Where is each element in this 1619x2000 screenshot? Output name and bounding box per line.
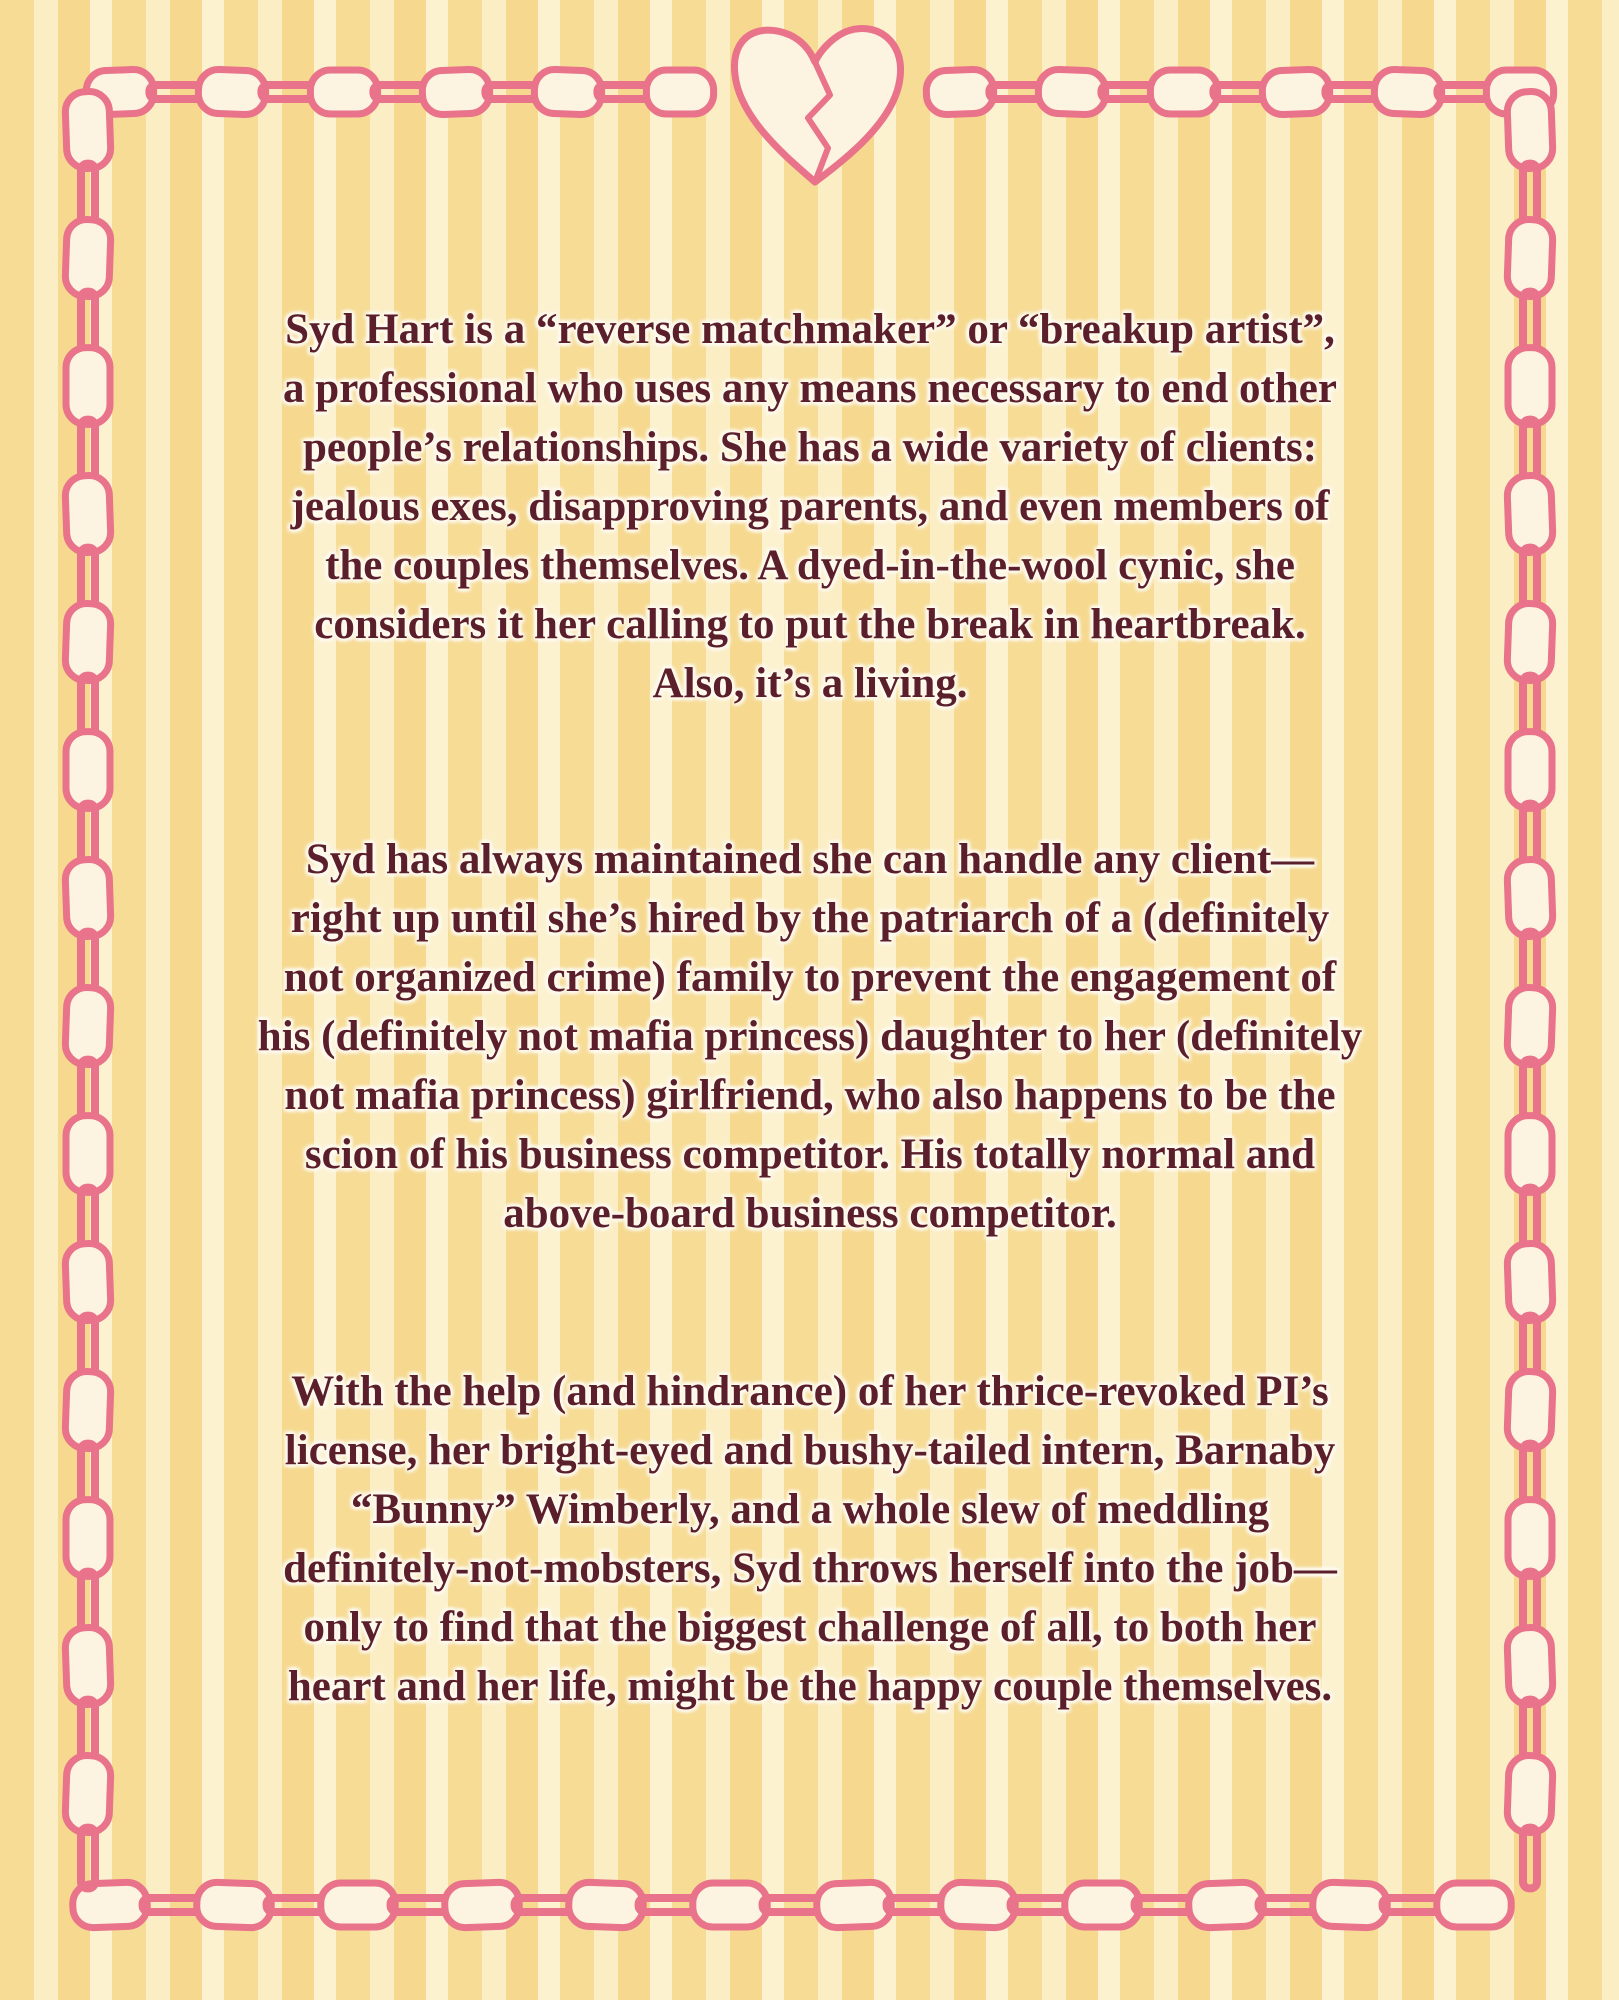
chain-link <box>1262 69 1331 115</box>
chain-link <box>1523 548 1537 609</box>
chain-link <box>1507 475 1554 553</box>
chain-link <box>65 219 112 297</box>
chain-link <box>926 69 995 115</box>
chain-link <box>81 420 95 481</box>
chain-link <box>267 1898 326 1912</box>
synopsis-paragraph-3 <box>160 1362 1460 1716</box>
chain-link <box>81 676 95 737</box>
chain-link <box>1523 164 1537 225</box>
text-line: people’s relationships. She has a wide variety of clients: <box>302 424 1318 471</box>
chain-link <box>1188 1882 1264 1929</box>
chain-link <box>81 1060 95 1121</box>
text-line: only to find that the biggest challenge of all, to both her <box>303 1604 1317 1651</box>
chain-link <box>1213 85 1266 99</box>
chain-link <box>1325 85 1378 99</box>
synopsis-paragraph-2 <box>160 830 1460 1243</box>
chain-link <box>81 292 95 353</box>
text-line: Also, it’s a living. <box>652 660 968 707</box>
chain-link <box>1011 1898 1070 1912</box>
chain-link <box>1523 932 1537 993</box>
chain-link <box>65 1243 112 1321</box>
chain-link <box>1523 804 1537 865</box>
text-line: right up until she’s hired by the patriarch of a (definitely <box>290 895 1330 942</box>
chain-link <box>66 1116 110 1193</box>
chain-link <box>81 1188 95 1249</box>
chain-link <box>65 1627 112 1705</box>
chain-link <box>1507 859 1554 937</box>
text-line: his (definitely not mafia princess) daughter to her (definitely <box>257 1013 1363 1060</box>
chain-link <box>1038 69 1107 115</box>
text-line: a professional who uses any means necessary to end other <box>283 365 1337 412</box>
chain-link <box>81 1828 95 1889</box>
text-line: scion of his business competitor. His totally normal and <box>304 1131 1316 1178</box>
chain-link <box>887 1898 946 1912</box>
chain-link <box>1523 292 1537 353</box>
chain-link <box>1065 1883 1139 1927</box>
chain-link <box>373 85 426 99</box>
chain-link <box>81 1572 95 1633</box>
chain-link <box>568 1882 644 1929</box>
chain-link <box>1374 69 1443 115</box>
chain-link <box>485 85 538 99</box>
chain-link <box>196 1882 272 1929</box>
chain-link <box>1508 732 1552 809</box>
chain-link <box>422 69 491 115</box>
chain-link <box>763 1898 822 1912</box>
chain-link <box>1101 85 1154 99</box>
chain-link <box>65 603 112 681</box>
chain-link <box>81 1700 95 1761</box>
text-line: the couples themselves. A dyed-in-the-wool cynic, she <box>325 542 1295 589</box>
chain-link <box>81 932 95 993</box>
chain-link <box>940 1882 1016 1929</box>
chain-link <box>81 1444 95 1505</box>
chain-link <box>1523 676 1537 737</box>
chain-link <box>1523 1188 1537 1249</box>
chain-link <box>66 348 110 425</box>
chain-link <box>1507 91 1554 169</box>
text-line: not organized crime) family to prevent the engagement of <box>283 954 1337 1001</box>
chain-link <box>816 1882 892 1929</box>
chain-link <box>1259 1898 1318 1912</box>
chain-link <box>534 69 603 115</box>
text-line: “Bunny” Wimberly, and a whole slew of meddling <box>350 1486 1270 1533</box>
chain-link <box>597 85 650 99</box>
chain-link <box>81 548 95 609</box>
chain-link <box>1150 70 1217 114</box>
chain-link <box>81 164 95 225</box>
chain-link <box>1507 1243 1554 1321</box>
chain-link <box>989 85 1042 99</box>
text-line: definitely-not-mobsters, Syd throws herself into the job— <box>283 1545 1337 1592</box>
text-line: jealous exes, disapproving parents, and even members of <box>290 483 1330 530</box>
chain-link <box>65 1755 112 1833</box>
chain-link <box>1312 1882 1388 1929</box>
chain-link <box>1523 1700 1537 1761</box>
broken-heart-icon <box>734 29 900 182</box>
text-line: Syd Hart is a “reverse matchmaker” or “breakup artist”, <box>285 306 1335 353</box>
chain-link <box>65 91 112 169</box>
chain-link <box>1523 1060 1537 1121</box>
text-line: above-board business competitor. <box>503 1190 1117 1237</box>
chain-link <box>65 987 112 1065</box>
chain-link <box>391 1898 450 1912</box>
chain-link <box>81 1316 95 1377</box>
chain-link <box>65 859 112 937</box>
chain-link <box>65 1371 112 1449</box>
text-line: license, her bright-eyed and bushy-tailed intern, Barnaby <box>284 1427 1336 1474</box>
chain-link <box>1523 1316 1537 1377</box>
chain-link <box>1135 1898 1194 1912</box>
chain-link <box>143 1898 202 1912</box>
chain-link <box>1507 219 1554 297</box>
chain-link <box>1523 1444 1537 1505</box>
chain-link <box>81 804 95 865</box>
chain-link <box>444 1882 520 1929</box>
chain-link <box>1523 420 1537 481</box>
chain-link <box>65 475 112 553</box>
chain-link <box>1507 987 1554 1065</box>
text-line: considers it her calling to put the break in heartbreak. <box>314 601 1306 648</box>
chain-link <box>1508 1116 1552 1193</box>
chain-link <box>149 85 202 99</box>
chain-link <box>310 70 377 114</box>
chain-link <box>1508 348 1552 425</box>
chain-link <box>1507 1755 1554 1833</box>
chain-link <box>1507 1371 1554 1449</box>
text-line: With the help (and hindrance) of her thrice-revoked PI’s <box>291 1368 1329 1415</box>
chain-link <box>261 85 314 99</box>
chain-link <box>1507 603 1554 681</box>
text-line: not mafia princess) girlfriend, who also happens to be the <box>284 1072 1336 1119</box>
synopsis-paragraph-1 <box>160 300 1460 713</box>
chain-link <box>66 1500 110 1577</box>
chain-link <box>66 732 110 809</box>
chain-link <box>1383 1898 1442 1912</box>
chain-link <box>198 69 267 115</box>
chain-link <box>1523 1572 1537 1633</box>
chain-link <box>515 1898 574 1912</box>
chain-link <box>1508 1500 1552 1577</box>
text-line: Syd has always maintained she can handle any client— <box>305 836 1315 883</box>
text-line: heart and her life, might be the happy couple themselves. <box>287 1663 1333 1710</box>
chain-link <box>321 1883 395 1927</box>
chain-link <box>1523 1828 1537 1889</box>
chain-link <box>1437 85 1490 99</box>
chain-link <box>693 1883 767 1927</box>
chain-link <box>1437 1883 1511 1927</box>
chain-link <box>1507 1627 1554 1705</box>
chain-link <box>646 70 713 114</box>
chain-link <box>639 1898 698 1912</box>
